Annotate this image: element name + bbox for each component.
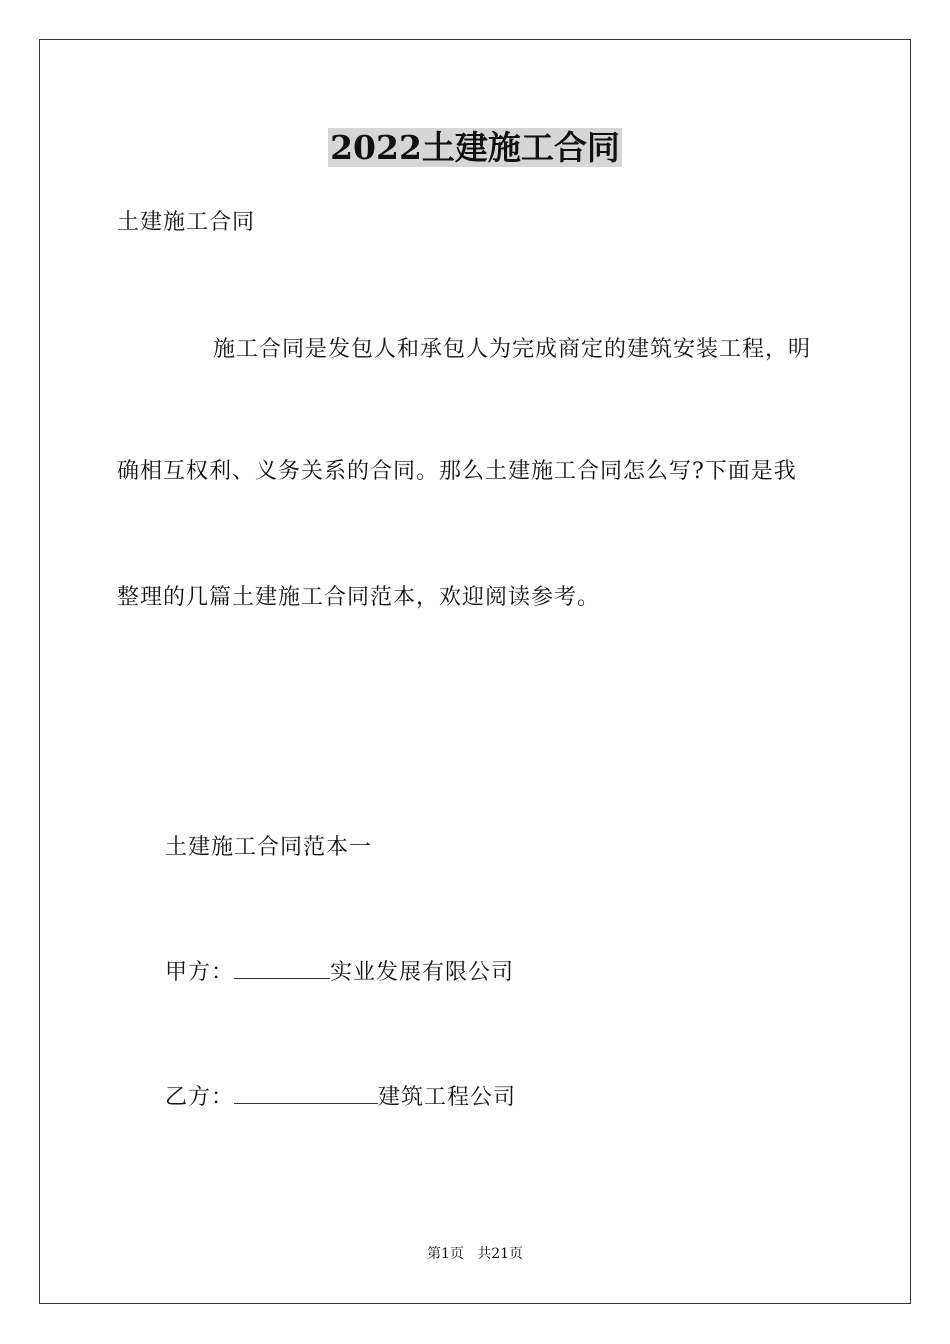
- party-a-label: 甲方：: [165, 960, 235, 985]
- document-title-text: 2022土建施工合同: [330, 128, 620, 167]
- party-b-label: 乙方：: [165, 1085, 235, 1110]
- intro-line-3: 整理的几篇土建施工合同范本，欢迎阅读参考。: [117, 585, 601, 610]
- party-b-name: 建筑工程公司: [378, 1085, 517, 1110]
- party-b-line: [165, 1081, 516, 1113]
- party-a-name: 实业发展有限公司: [330, 960, 515, 985]
- document-title: [0, 128, 950, 168]
- party-a-line: [165, 956, 514, 988]
- party-b-blank: [234, 1081, 378, 1104]
- intro-line-1: 施工合同是发包人和承包人为完成商定的建筑安装工程，明: [213, 337, 812, 362]
- party-a-blank: [234, 956, 330, 979]
- intro-line-2: 确相互权利、义务关系的合同。那么土建施工合同怎么写?下面是我: [117, 459, 797, 484]
- document-subtitle: 土建施工合同: [117, 210, 256, 235]
- page-footer: 第1页 共21页: [426, 1246, 524, 1262]
- section-heading: 土建施工合同范本一: [165, 835, 373, 860]
